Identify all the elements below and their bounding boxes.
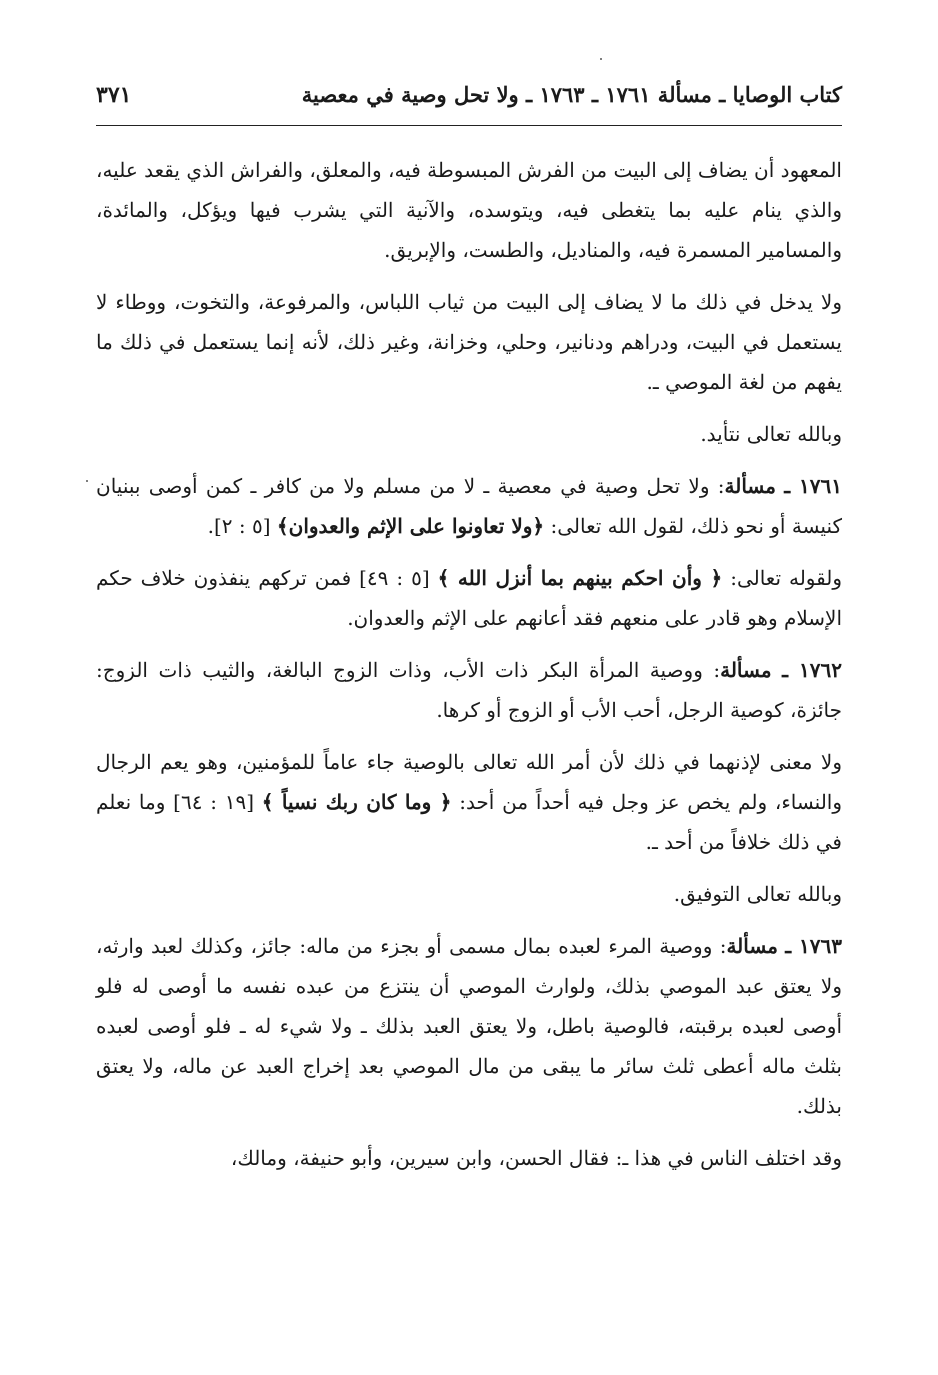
closing-formula: [96, 414, 842, 454]
body-text: [96, 150, 842, 1190]
issue-1762: [96, 650, 842, 730]
quran-verse: ﴿ولا تعاونوا على الإثم والعدوان﴾: [276, 514, 545, 538]
paragraph: [96, 558, 842, 638]
paragraph-text: وبالله تعالى التوفيق.: [673, 882, 842, 906]
issue-number: ١٧٦٣ ـ: [785, 934, 842, 958]
issue-1763: [96, 926, 842, 1126]
paragraph-text: : ووصية المرء لعبده بمال مسمى أو بجزء من ماله: جائز، وكذلك لعبد وارثه، ولا يعتق عبد الموصي بذلك، ولوارث الموصي أن ينتزع من عبده نفسه ما أوصى له فلو أوصى لعبده برقبته، فالوصية باطل، ولا يعتق العبد بذلك ـ ولا شيء له ـ فلو أوصى لعبده بثلث ماله أعطى ثلث سائر ما يبقى من مال الموصي بعد إخراج العبد عن ماله، ولا يعتق بذلك.: [96, 934, 843, 1118]
paragraph: [96, 282, 842, 402]
page-number: ٣٧١: [96, 82, 132, 108]
issue-label: مسألة: [724, 474, 776, 498]
quran-verse: ﴿ وأن احكم بينهم بما أنزل الله ﴾: [437, 566, 723, 590]
issue-number: ١٧٦٢ ـ: [782, 658, 843, 682]
issue-label: مسألة: [726, 934, 778, 958]
running-title: كتاب الوصايا ـ مسألة ١٧٦١ ـ ١٧٦٣ ـ ولا تحل وصية في معصية: [301, 82, 842, 107]
paragraph-text: : ووصية المرأة البكر ذات الأب، وذات الزوج البالغة، والثيب ذات الزوج: جائزة، كوصية الرجل، أحب الأب أو الزوج أو كرها.: [96, 658, 842, 722]
paragraph-text: ولا يدخل في ذلك ما لا يضاف إلى البيت من ثياب اللباس، والمرفوعة، والتخوت، ووطاء لا يستعمل في البيت، ودراهم ودنانير، وحلي، وخزانة، وغير ذلك، لأنه إنما يستعمل في ذلك ما يفهم من لغة الموصي ـ.: [96, 290, 843, 394]
paragraph-text: وبالله تعالى نتأيد.: [700, 422, 842, 446]
scan-speck: [600, 58, 602, 60]
page-header: [96, 82, 842, 116]
closing-formula: [96, 874, 842, 914]
paragraph: [96, 1138, 842, 1178]
issue-number: ١٧٦١ ـ: [784, 474, 843, 498]
issue-1761: [96, 466, 842, 546]
paragraph-text: المعهود أن يضاف إلى البيت من الفرش المبسوطة فيه، والمعلق، والفراش الذي يقعد عليه، والذي ينام عليه بما يتغطى فيه، ويتوسده، والآنية التي يشرب فيها ويؤكل، والمائدة، والمسامير المسمرة فيه، والمناديل، والطست، والإبريق.: [96, 158, 842, 262]
scan-speck: [86, 480, 88, 482]
issue-label: مسألة: [720, 658, 772, 682]
quran-verse: ﴿ وما كان ربك نسياً ﴾: [261, 790, 452, 814]
paragraph-text: [٥ : ٤٩] فمن تركهم ينفذون خلاف حكم الإسلام وهو قادر على منعهم فقد أعانهم على الإثم والعدوان.: [96, 566, 842, 630]
paragraph: [96, 150, 842, 270]
paragraph-text: وقد اختلف الناس في هذا ـ: فقال الحسن، وابن سيرين، وأبو حنيفة، ومالك،: [230, 1146, 842, 1170]
paragraph: [96, 742, 842, 862]
header-divider: [96, 125, 842, 126]
paragraph-text: : ولا تحل وصية في معصية ـ لا من مسلم ولا من كافر ـ كمن أوصى ببنيان كنيسة أو نحو ذلك، لقول الله تعالى:: [96, 474, 842, 538]
paragraph-text: ولا معنى لإذنهما في ذلك لأن أمر الله تعالى بالوصية جاء عاماً للمؤمنين، وهو يعم الرجال والنساء، ولم يخص عز وجل فيه أحداً من أحد:: [96, 750, 843, 814]
verse-reference: [٥ : ٢].: [207, 514, 277, 538]
paragraph-text: ولقوله تعالى:: [722, 566, 842, 590]
paragraph-text: [١٩ : ٦٤] وما نعلم في ذلك خلافاً من أحد ـ.: [96, 790, 842, 854]
